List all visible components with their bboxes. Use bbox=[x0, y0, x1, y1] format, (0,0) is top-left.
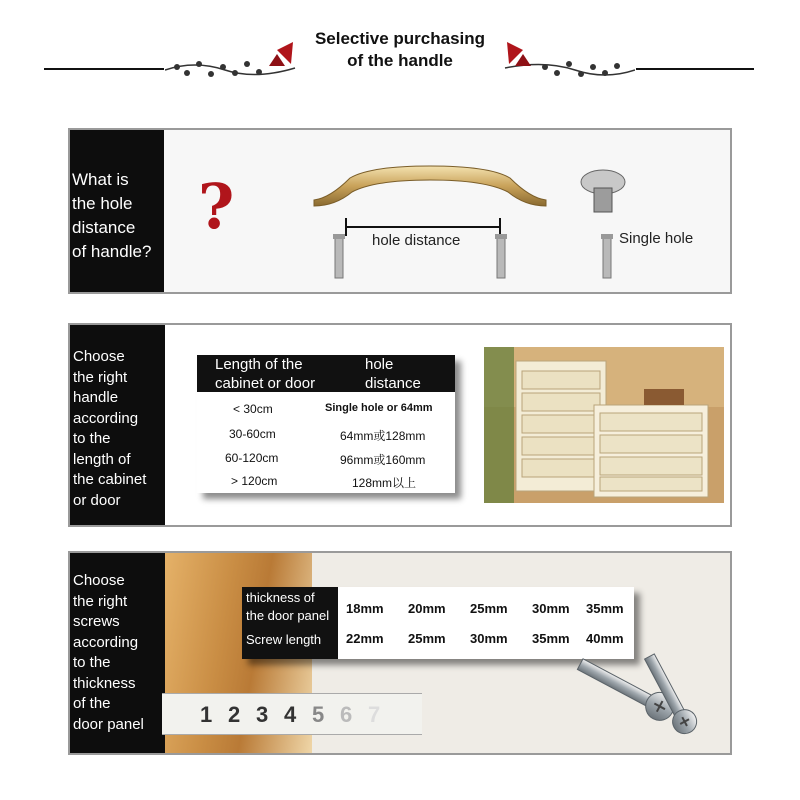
side-line: the right bbox=[73, 592, 128, 610]
side-line: screws bbox=[73, 613, 120, 630]
side-line: handle bbox=[73, 389, 119, 406]
side-line: according bbox=[73, 633, 139, 651]
tape-measure bbox=[162, 693, 422, 735]
tape-number: 7 bbox=[368, 702, 381, 727]
length-cell: > 120cm bbox=[231, 474, 278, 488]
single-hole-label: Single hole bbox=[619, 230, 694, 247]
table-row bbox=[197, 474, 455, 498]
thickness-label-line1: thickness of bbox=[246, 590, 315, 605]
floral-butterfly-icon-right bbox=[495, 40, 635, 90]
tape-number: 6 bbox=[340, 702, 353, 727]
side-line: length of bbox=[73, 450, 131, 468]
header-distance-line1: hole bbox=[365, 356, 394, 373]
thickness-cell: 25mm bbox=[470, 601, 508, 616]
tape-number: 4 bbox=[284, 702, 297, 727]
screw-length-table bbox=[242, 587, 634, 659]
screws-icon bbox=[566, 653, 706, 749]
thickness-label-line2: the door panel bbox=[246, 608, 330, 623]
hole-distance-panel bbox=[68, 128, 732, 294]
length-cell: 30-60cm bbox=[229, 427, 276, 441]
side-line: Choose bbox=[73, 348, 125, 365]
side-line: the right bbox=[73, 368, 128, 386]
distance-cell: 64mm或128mm bbox=[340, 429, 426, 443]
hole-distance-bracket bbox=[345, 226, 500, 228]
title-line-1: Selective purchasing bbox=[314, 29, 486, 48]
title-line-2: of the handle bbox=[347, 51, 453, 70]
header-length-line2: cabinet or door bbox=[215, 375, 316, 392]
side-line: What is bbox=[72, 170, 129, 189]
bridge-handle-icon bbox=[310, 160, 550, 220]
distance-cell: Single hole or 64mm bbox=[325, 402, 433, 414]
tape-number: 2 bbox=[228, 702, 241, 727]
screw-length-cell: 35mm bbox=[532, 631, 570, 646]
screw-length-cell: 30mm bbox=[470, 631, 508, 646]
side-line: the hole bbox=[72, 194, 133, 213]
header-rule-right bbox=[636, 68, 754, 70]
tape-number: 3 bbox=[256, 702, 269, 727]
side-line: the cabinet bbox=[73, 471, 147, 488]
floral-butterfly-icon bbox=[165, 40, 305, 90]
length-cell: 60-120cm bbox=[225, 451, 279, 465]
screw-table-header bbox=[242, 587, 338, 659]
thickness-cell: 35mm bbox=[586, 601, 624, 616]
side-line: to the bbox=[73, 430, 111, 447]
handle-choice-panel bbox=[68, 323, 732, 527]
side-line: according bbox=[73, 409, 139, 427]
side-line: or door bbox=[73, 491, 121, 509]
screw-icon bbox=[494, 234, 508, 280]
side-line: of the bbox=[73, 695, 111, 712]
table-row bbox=[197, 402, 455, 426]
table-row bbox=[197, 451, 455, 475]
length-cell: < 30cm bbox=[233, 402, 273, 416]
side-line: thickness bbox=[73, 674, 136, 692]
side-line: door panel bbox=[73, 715, 144, 733]
screw-icon bbox=[600, 234, 614, 280]
distance-cell: 128mm以上 bbox=[352, 476, 417, 490]
tape-number: 5 bbox=[312, 702, 325, 727]
distance-cell: 96mm或160mm bbox=[340, 453, 426, 467]
screw-choice-panel bbox=[68, 551, 732, 755]
table-header bbox=[197, 355, 455, 392]
hole-distance-question bbox=[70, 130, 164, 292]
question-mark-icon: ? bbox=[198, 170, 235, 243]
header-length-line1: Length of the bbox=[215, 356, 303, 373]
handle-choice-text bbox=[70, 325, 165, 525]
screw-length-cell: 25mm bbox=[408, 631, 446, 646]
dresser-photo bbox=[484, 347, 724, 503]
screw-length-cell: 22mm bbox=[346, 631, 384, 646]
screw-length-label: Screw length bbox=[246, 632, 322, 647]
side-line: distance bbox=[72, 218, 136, 237]
screw-icon bbox=[332, 234, 346, 280]
side-line: Choose bbox=[73, 572, 125, 589]
page-title bbox=[300, 28, 500, 72]
hole-distance-label: hole distance bbox=[372, 232, 461, 249]
header-distance-line2: distance bbox=[365, 375, 421, 392]
tape-number: 1 bbox=[200, 702, 213, 727]
screw-length-cell: 40mm bbox=[586, 631, 624, 646]
header-rule-left bbox=[44, 68, 164, 70]
thickness-cell: 20mm bbox=[408, 601, 446, 616]
hole-distance-table bbox=[197, 355, 455, 493]
table-row bbox=[197, 427, 455, 451]
side-line: of handle? bbox=[72, 242, 152, 261]
thickness-cell: 30mm bbox=[532, 601, 570, 616]
screw-choice-text bbox=[70, 553, 165, 753]
thickness-cell: 18mm bbox=[346, 601, 384, 616]
knob-icon bbox=[580, 168, 626, 218]
side-line: to the bbox=[73, 654, 111, 671]
